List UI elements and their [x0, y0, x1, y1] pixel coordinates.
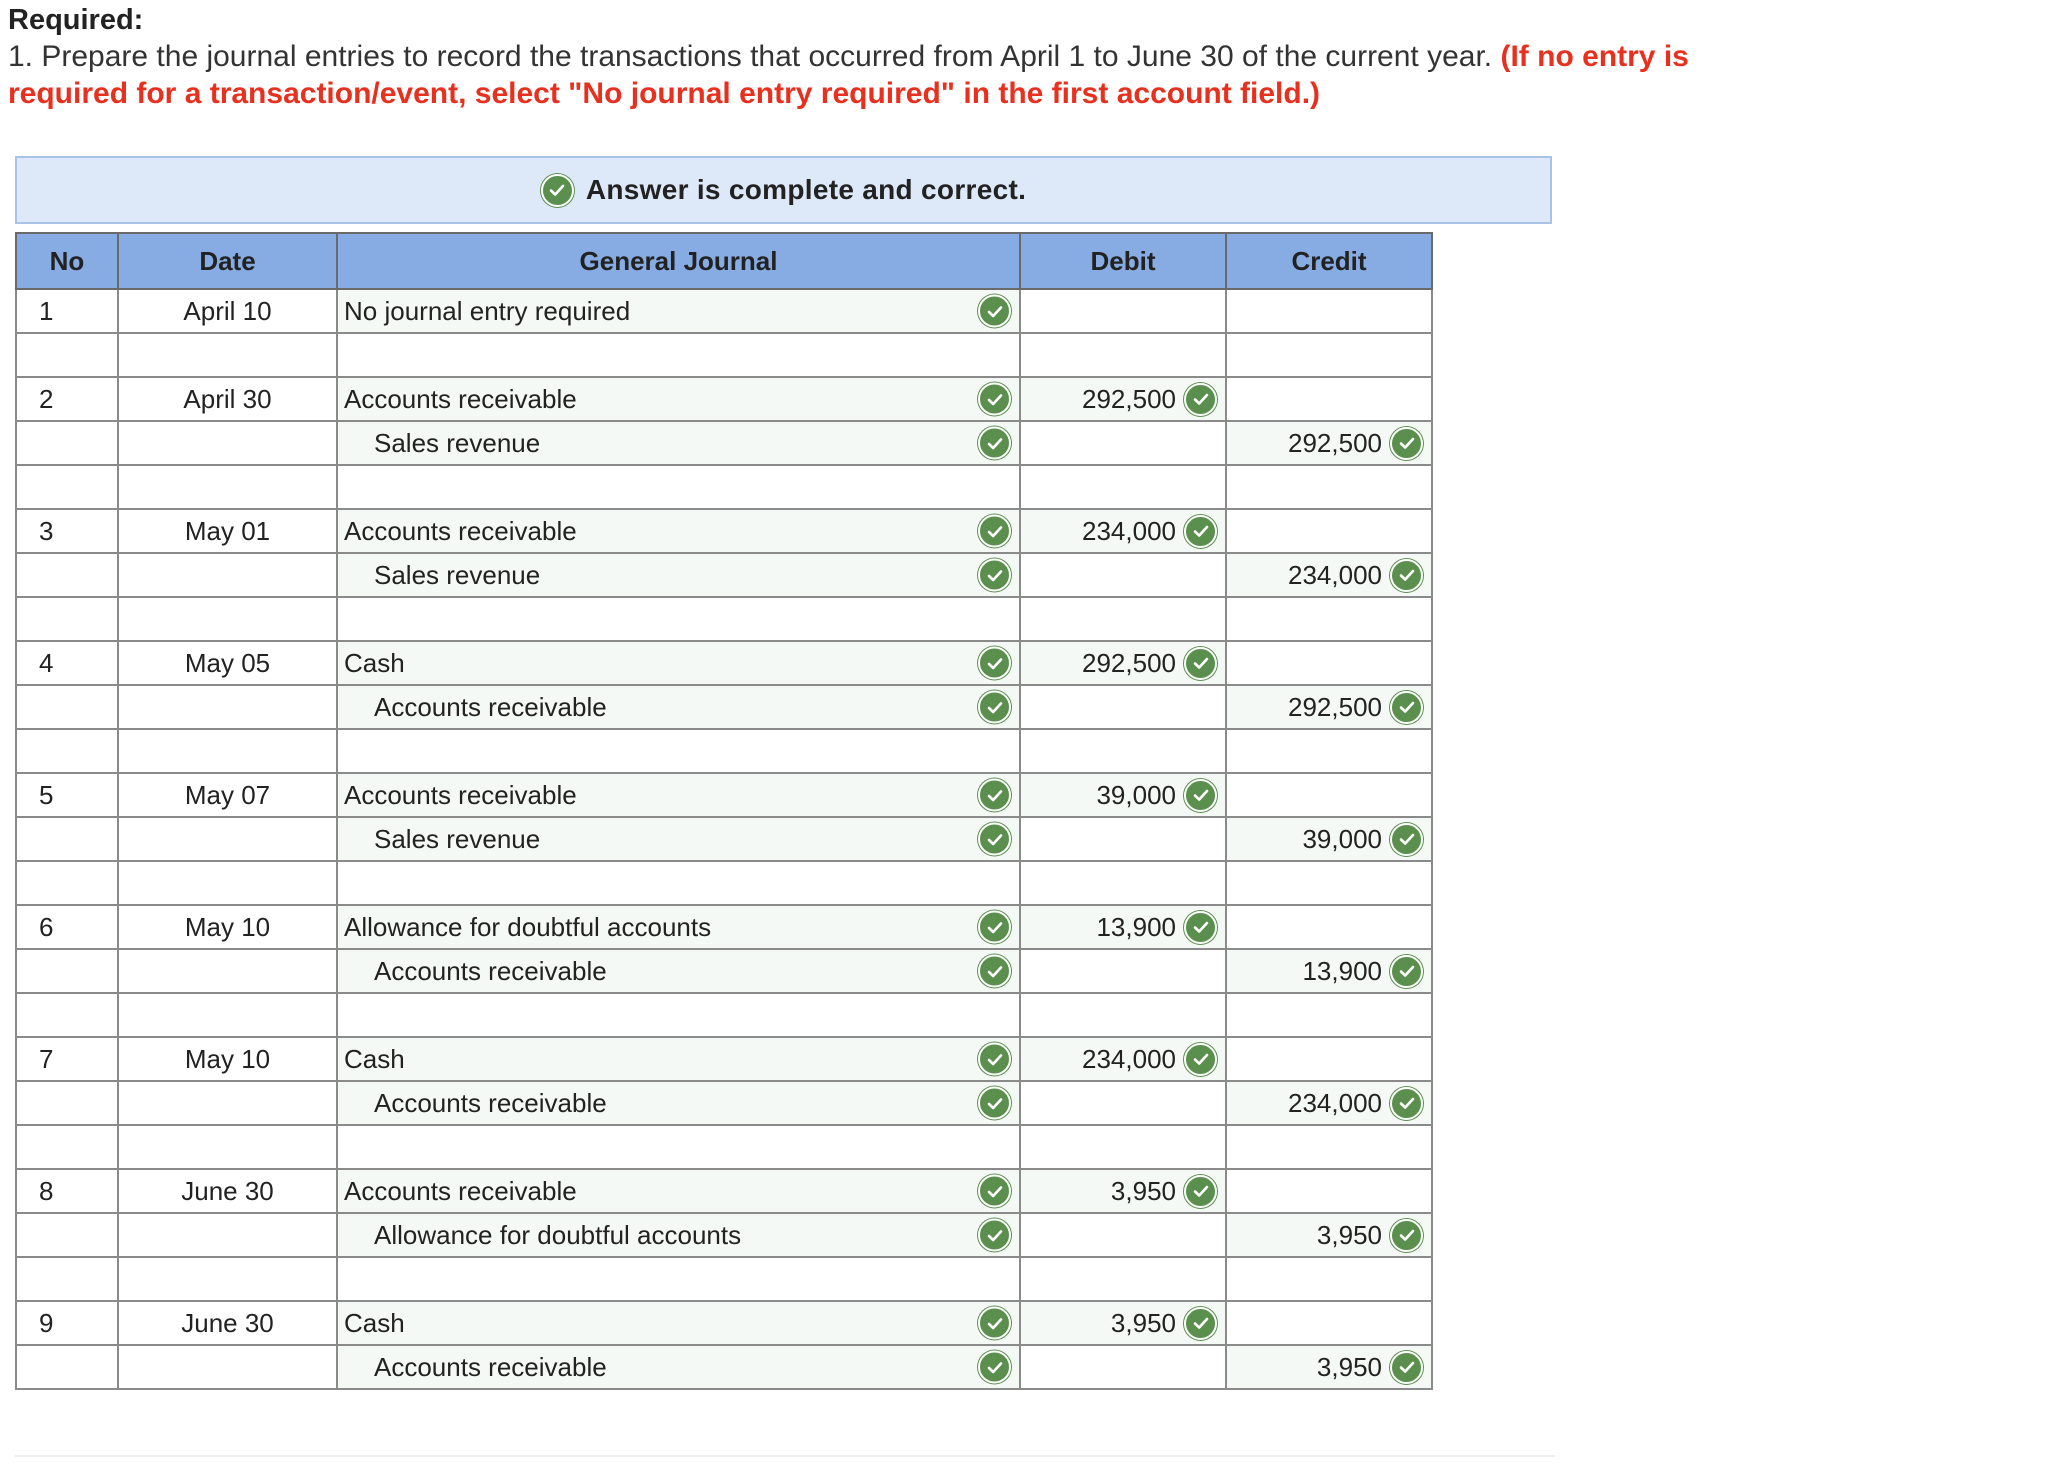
credit-cell[interactable] [1226, 377, 1432, 421]
check-icon [1184, 1175, 1217, 1208]
entry-number [16, 1125, 118, 1169]
entry-number: 1 [16, 289, 118, 333]
account-cell[interactable] [337, 993, 1020, 1037]
debit-cell[interactable] [1020, 1125, 1226, 1169]
check-icon [1390, 823, 1423, 856]
table-row [16, 1301, 1432, 1345]
date-cell[interactable] [118, 729, 337, 773]
debit-cell[interactable] [1020, 817, 1226, 861]
credit-cell[interactable] [1226, 1213, 1432, 1257]
answer-status-text: Answer is complete and correct. [585, 174, 1027, 205]
debit-cell[interactable] [1020, 377, 1226, 421]
entry-number [16, 465, 118, 509]
entry-number [16, 1213, 118, 1257]
table-row [16, 377, 1432, 421]
table-row [16, 1213, 1432, 1257]
check-icon [1390, 1351, 1423, 1384]
entry-number: 8 [16, 1169, 118, 1213]
answer-status-banner [15, 156, 1552, 224]
check-icon [978, 1307, 1011, 1340]
table-row [16, 1169, 1432, 1213]
table-row [16, 685, 1432, 729]
instruction-note: required for a transaction/event, select "No journal entry required" in the first account field.) [8, 77, 1321, 110]
table-row [16, 1037, 1432, 1081]
entry-number [16, 993, 118, 1037]
table-row [16, 1125, 1432, 1169]
entry-number [16, 729, 118, 773]
credit-cell[interactable] [1226, 1301, 1432, 1345]
credit-amount: 234,000 [1288, 1087, 1382, 1118]
credit-cell[interactable] [1226, 773, 1432, 817]
col-header-journal: General Journal [337, 233, 1020, 289]
credit-cell[interactable] [1226, 553, 1432, 597]
credit-cell[interactable] [1226, 1125, 1432, 1169]
debit-cell[interactable] [1020, 421, 1226, 465]
check-icon [978, 823, 1011, 856]
account-cell[interactable] [337, 641, 1020, 685]
credit-cell[interactable] [1226, 949, 1432, 993]
account-name: Cash [344, 647, 405, 678]
check-icon [1390, 1219, 1423, 1252]
check-icon [1390, 559, 1423, 592]
credit-cell[interactable] [1226, 993, 1432, 1037]
check-icon [1184, 515, 1217, 548]
date-cell[interactable] [118, 1257, 337, 1301]
credit-cell[interactable] [1226, 289, 1432, 333]
credit-amount: 292,500 [1288, 691, 1382, 722]
debit-amount: 39,000 [1096, 779, 1176, 810]
table-row [16, 993, 1432, 1037]
debit-cell[interactable] [1020, 949, 1226, 993]
instruction-note-start: (If no entry is [1500, 40, 1689, 73]
date-cell[interactable] [118, 817, 337, 861]
check-icon [978, 559, 1011, 592]
account-cell[interactable] [337, 817, 1020, 861]
date-cell[interactable]: June 30 [118, 1301, 337, 1345]
date-cell[interactable]: June 30 [118, 1169, 337, 1213]
debit-cell[interactable] [1020, 641, 1226, 685]
account-cell[interactable] [337, 597, 1020, 641]
account-cell[interactable] [337, 773, 1020, 817]
credit-cell[interactable] [1226, 465, 1432, 509]
debit-cell[interactable] [1020, 509, 1226, 553]
date-cell[interactable] [118, 861, 337, 905]
account-cell[interactable] [337, 685, 1020, 729]
debit-cell[interactable] [1020, 1081, 1226, 1125]
entry-number [16, 817, 118, 861]
date-cell[interactable]: May 10 [118, 905, 337, 949]
account-name: Allowance for doubtful accounts [344, 911, 712, 942]
entry-number [16, 553, 118, 597]
account-name: Sales revenue [374, 559, 541, 590]
entry-number: 5 [16, 773, 118, 817]
table-row [16, 1345, 1432, 1389]
entry-number: 6 [16, 905, 118, 949]
check-icon [978, 779, 1011, 812]
col-header-credit: Credit [1226, 233, 1432, 289]
table-row [16, 421, 1432, 465]
debit-cell[interactable] [1020, 1213, 1226, 1257]
account-cell[interactable] [337, 509, 1020, 553]
check-icon [978, 1175, 1011, 1208]
debit-cell[interactable] [1020, 773, 1226, 817]
account-cell[interactable] [337, 1301, 1020, 1345]
check-icon [1184, 779, 1217, 812]
date-cell[interactable] [118, 993, 337, 1037]
account-name: Accounts receivable [374, 691, 607, 722]
table-row [16, 465, 1432, 509]
debit-cell[interactable] [1020, 1257, 1226, 1301]
entry-number [16, 685, 118, 729]
instruction-text: 1. Prepare the journal entries to record the transactions that occurred from April 1 to June 30 of the current year. [8, 40, 1493, 73]
account-cell[interactable] [337, 1213, 1020, 1257]
credit-cell[interactable] [1226, 861, 1432, 905]
check-icon [978, 1219, 1011, 1252]
table-row [16, 289, 1432, 333]
check-icon [1184, 383, 1217, 416]
credit-cell[interactable] [1226, 333, 1432, 377]
entry-number [16, 333, 118, 377]
col-header-debit: Debit [1020, 233, 1226, 289]
entry-number [16, 1345, 118, 1389]
date-cell[interactable] [118, 421, 337, 465]
entry-number [16, 1081, 118, 1125]
debit-cell[interactable] [1020, 333, 1226, 377]
credit-amount: 292,500 [1288, 427, 1382, 458]
debit-cell[interactable] [1020, 553, 1226, 597]
table-row [16, 641, 1432, 685]
account-name: Cash [344, 1043, 405, 1074]
account-name: No journal entry required [344, 295, 631, 326]
credit-amount: 3,950 [1316, 1351, 1382, 1382]
entry-number [16, 949, 118, 993]
date-cell[interactable] [118, 949, 337, 993]
check-icon [978, 515, 1011, 548]
debit-cell[interactable] [1020, 597, 1226, 641]
credit-cell[interactable] [1226, 641, 1432, 685]
debit-amount: 234,000 [1082, 1043, 1176, 1074]
credit-cell[interactable] [1226, 597, 1432, 641]
account-name: Accounts receivable [374, 1087, 607, 1118]
debit-cell[interactable] [1020, 685, 1226, 729]
account-cell[interactable] [337, 1345, 1020, 1389]
check-icon [1184, 647, 1217, 680]
entry-number: 9 [16, 1301, 118, 1345]
account-name: Accounts receivable [374, 1351, 607, 1382]
entry-number [16, 1257, 118, 1301]
required-heading: Required: [8, 4, 144, 36]
debit-cell[interactable] [1020, 465, 1226, 509]
check-icon [978, 383, 1011, 416]
table-row [16, 1257, 1432, 1301]
table-row [16, 553, 1432, 597]
date-cell[interactable]: May 10 [118, 1037, 337, 1081]
check-icon [1390, 1087, 1423, 1120]
check-icon [978, 295, 1011, 328]
credit-cell[interactable] [1226, 729, 1432, 773]
date-cell[interactable] [118, 1213, 337, 1257]
debit-cell[interactable] [1020, 1345, 1226, 1389]
account-cell[interactable] [337, 905, 1020, 949]
check-icon [1390, 691, 1423, 724]
table-row [16, 949, 1432, 993]
entry-number: 3 [16, 509, 118, 553]
table-header-row [16, 233, 1432, 289]
account-cell[interactable] [337, 421, 1020, 465]
debit-cell[interactable] [1020, 861, 1226, 905]
date-cell[interactable] [118, 685, 337, 729]
account-cell[interactable] [337, 1257, 1020, 1301]
debit-cell[interactable] [1020, 1301, 1226, 1345]
credit-cell[interactable] [1226, 1345, 1432, 1389]
account-name: Sales revenue [374, 823, 541, 854]
general-journal-table [15, 232, 1433, 1390]
table-row [16, 597, 1432, 641]
credit-cell[interactable] [1226, 685, 1432, 729]
check-icon [541, 174, 574, 207]
entry-number: 7 [16, 1037, 118, 1081]
table-row [16, 509, 1432, 553]
credit-cell[interactable] [1226, 421, 1432, 465]
date-cell[interactable]: April 30 [118, 377, 337, 421]
account-name: Accounts receivable [344, 383, 577, 414]
debit-cell[interactable] [1020, 993, 1226, 1037]
credit-cell[interactable] [1226, 1037, 1432, 1081]
date-cell[interactable]: May 05 [118, 641, 337, 685]
account-name: Cash [344, 1307, 405, 1338]
date-cell[interactable] [118, 1125, 337, 1169]
account-name: Accounts receivable [344, 515, 577, 546]
instruction-line [8, 40, 1689, 74]
entry-number [16, 861, 118, 905]
account-cell[interactable] [337, 553, 1020, 597]
account-name: Accounts receivable [344, 1175, 577, 1206]
debit-cell[interactable] [1020, 905, 1226, 949]
credit-cell[interactable] [1226, 1257, 1432, 1301]
check-icon [1390, 427, 1423, 460]
date-cell[interactable]: April 10 [118, 289, 337, 333]
check-icon [978, 1043, 1011, 1076]
account-cell[interactable] [337, 1125, 1020, 1169]
check-icon [978, 1351, 1011, 1384]
table-row [16, 905, 1432, 949]
entry-number [16, 597, 118, 641]
credit-amount: 39,000 [1302, 823, 1382, 854]
debit-cell[interactable] [1020, 1037, 1226, 1081]
entry-number [16, 421, 118, 465]
credit-cell[interactable] [1226, 1169, 1432, 1213]
account-name: Allowance for doubtful accounts [374, 1219, 742, 1250]
check-icon [978, 427, 1011, 460]
divider [15, 1455, 1555, 1457]
check-icon [1390, 955, 1423, 988]
debit-cell[interactable] [1020, 1169, 1226, 1213]
table-row [16, 729, 1432, 773]
date-cell[interactable] [118, 597, 337, 641]
table-row [16, 333, 1432, 377]
entry-number: 2 [16, 377, 118, 421]
check-icon [1184, 1043, 1217, 1076]
check-icon [978, 955, 1011, 988]
col-header-date: Date [118, 233, 337, 289]
debit-amount: 3,950 [1110, 1175, 1176, 1206]
account-name: Accounts receivable [374, 955, 607, 986]
account-name: Accounts receivable [344, 779, 577, 810]
account-cell[interactable] [337, 861, 1020, 905]
credit-amount: 3,950 [1316, 1219, 1382, 1250]
check-icon [978, 647, 1011, 680]
date-cell[interactable] [118, 1081, 337, 1125]
credit-cell[interactable] [1226, 905, 1432, 949]
account-cell[interactable] [337, 1081, 1020, 1125]
credit-cell[interactable] [1226, 509, 1432, 553]
table-row [16, 773, 1432, 817]
account-cell[interactable] [337, 289, 1020, 333]
credit-amount: 234,000 [1288, 559, 1382, 590]
date-cell[interactable] [118, 465, 337, 509]
date-cell[interactable]: May 01 [118, 509, 337, 553]
account-name: Sales revenue [374, 427, 541, 458]
debit-amount: 13,900 [1096, 911, 1176, 942]
debit-amount: 292,500 [1082, 647, 1176, 678]
account-cell[interactable] [337, 377, 1020, 421]
debit-cell[interactable] [1020, 729, 1226, 773]
journal-body [16, 289, 1432, 1389]
entry-number: 4 [16, 641, 118, 685]
debit-amount: 234,000 [1082, 515, 1176, 546]
check-icon [1184, 911, 1217, 944]
table-row [16, 861, 1432, 905]
account-cell[interactable] [337, 1169, 1020, 1213]
col-header-no: No [16, 233, 118, 289]
account-cell[interactable] [337, 465, 1020, 509]
credit-cell[interactable] [1226, 817, 1432, 861]
check-icon [978, 691, 1011, 724]
credit-amount: 13,900 [1302, 955, 1382, 986]
account-cell[interactable] [337, 949, 1020, 993]
table-row [16, 1081, 1432, 1125]
date-cell[interactable] [118, 1345, 337, 1389]
date-cell[interactable] [118, 553, 337, 597]
table-row [16, 817, 1432, 861]
check-icon [978, 1087, 1011, 1120]
debit-amount: 292,500 [1082, 383, 1176, 414]
debit-amount: 3,950 [1110, 1307, 1176, 1338]
credit-cell[interactable] [1226, 1081, 1432, 1125]
check-icon [978, 911, 1011, 944]
date-cell[interactable] [118, 333, 337, 377]
date-cell[interactable]: May 07 [118, 773, 337, 817]
check-icon [1184, 1307, 1217, 1340]
debit-cell[interactable] [1020, 289, 1226, 333]
account-cell[interactable] [337, 729, 1020, 773]
account-cell[interactable] [337, 1037, 1020, 1081]
account-cell[interactable] [337, 333, 1020, 377]
